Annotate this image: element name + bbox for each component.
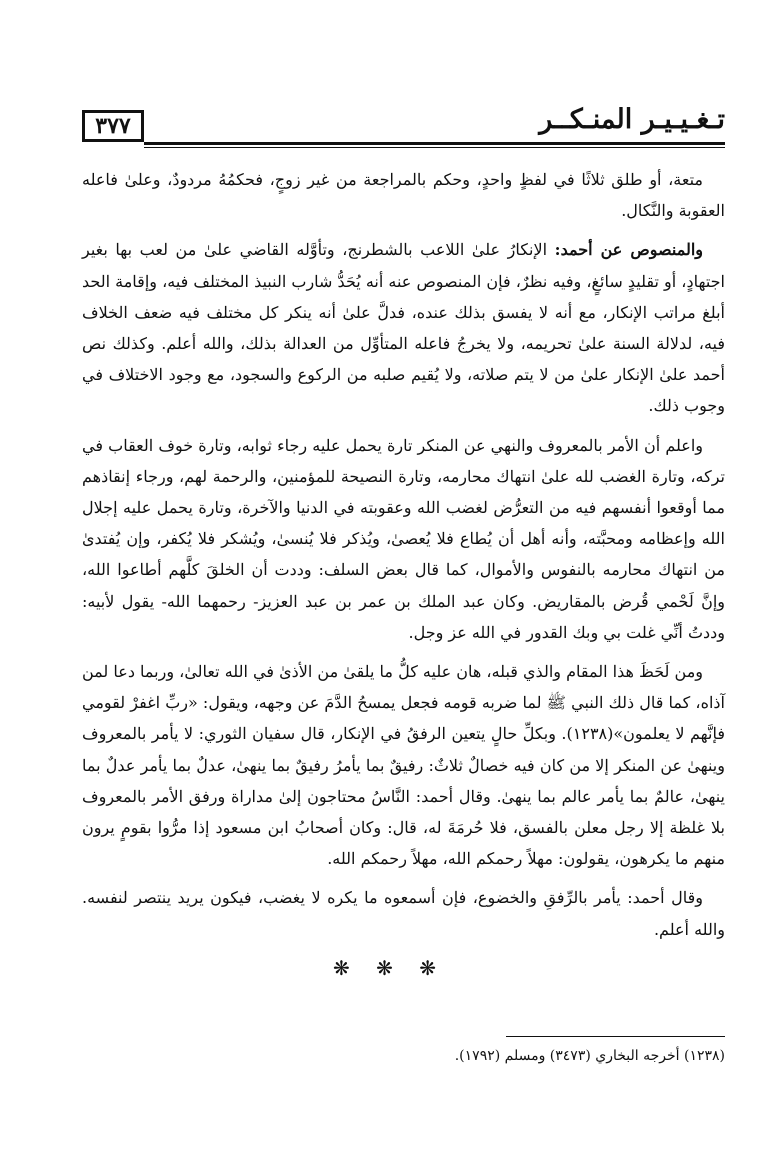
paragraph-4: ومن لَحَظَ هذا المقام والذي قبله، هان عليه كلُّ ما يلقىٰ من الأذىٰ في الله تعالىٰ، وربما دعا لمن آذاه، كما قال ذلك النبي ﷺ لما ضربه قومه فجعل يمسحُ الدَّمَ عن وجهه، ويقول: «ربِّ اغفرْ لقومي فإنَّهم لا يعلمون»(١٢٣٨). وبكلِّ حالٍ يتعين الرفقُ في الإنكار، قال سفيان الثوري: لا يأمر بالمعروف وينهىٰ عن المنكر إلا من كان فيه خصالٌ ثلاثٌ: رفيقٌ بما يأمرُ رفيقٌ بما ينهىٰ، عدلٌ بما يأمر عدلٌ بما ينهىٰ، عالمٌ بما يأمر عالم بما ينهىٰ. وقال أحمد: النَّاسُ محتاجون إلىٰ مداراة ورفق الأمر بالمعروف بلا غلظة إلا رجل معلن بالفسق، فلا حُرمَةَ له، قال: وكان أصحابُ ابن مسعود إذا مرُّوا بقومٍ يرون منهم ما يكرهون، يقولون: مهلاً رحمكم الله، مهلاً رحمكم الله. (82, 662, 726, 869)
header-rule (144, 142, 725, 145)
paragraph-5: وقال أحمد: يأمر بالرِّفقِ والخضوع، فإن أسمعوه ما يكره لا يغضب، فيكون يريد ينتصر لنفسه. والله أعلم. (82, 888, 725, 939)
paragraph-3: واعلم أن الأمر بالمعروف والنهي عن المنكر تارة يحمل عليه رجاء ثوابه، وتارة خوف العقاب في تركه، وتارة الغضب لله علىٰ انتهاك محارمه، وتارة النصيحة للمؤمنين، والرحمة لهم، ورجاء إنقاذهم مما أوقعوا أنفسهم فيه من التعرُّض لغضب الله وعقوبته في الدنيا والآخرة، وتارة يحمل عليه إجلال الله وإعظامه ومحبَّته، وأنه أهل أن يُطاع فلا يُعصىٰ، ويُذكر فلا يُنسىٰ، ويُشكر فلا يُكفر، وإن يُفتدىٰ من انتهاك محارمه بالنفوس والأموال، كما قال بعض السلف: وددت أن الخلقَ كلَّهم أطاعوا الله، وإنَّ لَحْمي قُرض بالمقاريض. وكان عبد الملك بن عمر بن عبد العزيز- رحمهما الله- يقول لأبيه: وددتُ أنِّي غلت بي وبك القدور في الله عز وجل. (82, 435, 725, 642)
paragraph-2 (82, 234, 725, 421)
running-title: تـغـيـيـر المنـكــر (539, 104, 725, 135)
footnote: (١٢٣٨) أخرجه البخاري (٣٤٧٣) ومسلم (١٧٩٢). (454, 1048, 725, 1064)
paragraph-1: متعة، أو طلق ثلاثًا في لفظٍ واحدٍ، وحكم بالمراجعة من غير زوجٍ، فحكمُهُ مردودٌ، وعلىٰ فاعله العقوبة والنَّكال. (82, 170, 725, 221)
paragraph-2-lead: والمنصوص عن أحمد: (554, 240, 703, 260)
section-separator: ❋ ❋ ❋ (333, 956, 446, 980)
body-text (82, 164, 725, 953)
page-header (82, 102, 725, 146)
page-number: ٣٧٧ (82, 110, 144, 142)
header-rule-thin (144, 147, 725, 148)
footnote-rule (506, 1036, 725, 1037)
paragraph-2-text: الإنكارُ علىٰ اللاعب بالشطرنج، وتأوَّله القاضي علىٰ من لعب بها بغير اجتهادٍ، أو تقليدٍ سائغٍ، وفيه نظرٌ، فإن المنصوص عنه أنه يُحَدُّ شارب النبيذ المختلف فيه، وإقامة الحد أبلغ مراتب الإنكار، مع أنه لا يفسق بذلك عنده، فدلَّ علىٰ أنه ينكر كل مختلف فيه ضعف الخلاف فيه، لدلالة السنة علىٰ تحريمه، ولا يخرجُ فاعله المتأوِّل من العدالة بذلك، والله أعلم. وكذلك نص أحمد علىٰ الإنكار علىٰ من لا يتم صلاته، ولا يُقيم صلبه من الركوع والسجود، مع وجود الاختلاف في وجوب ذلك. (82, 240, 725, 416)
